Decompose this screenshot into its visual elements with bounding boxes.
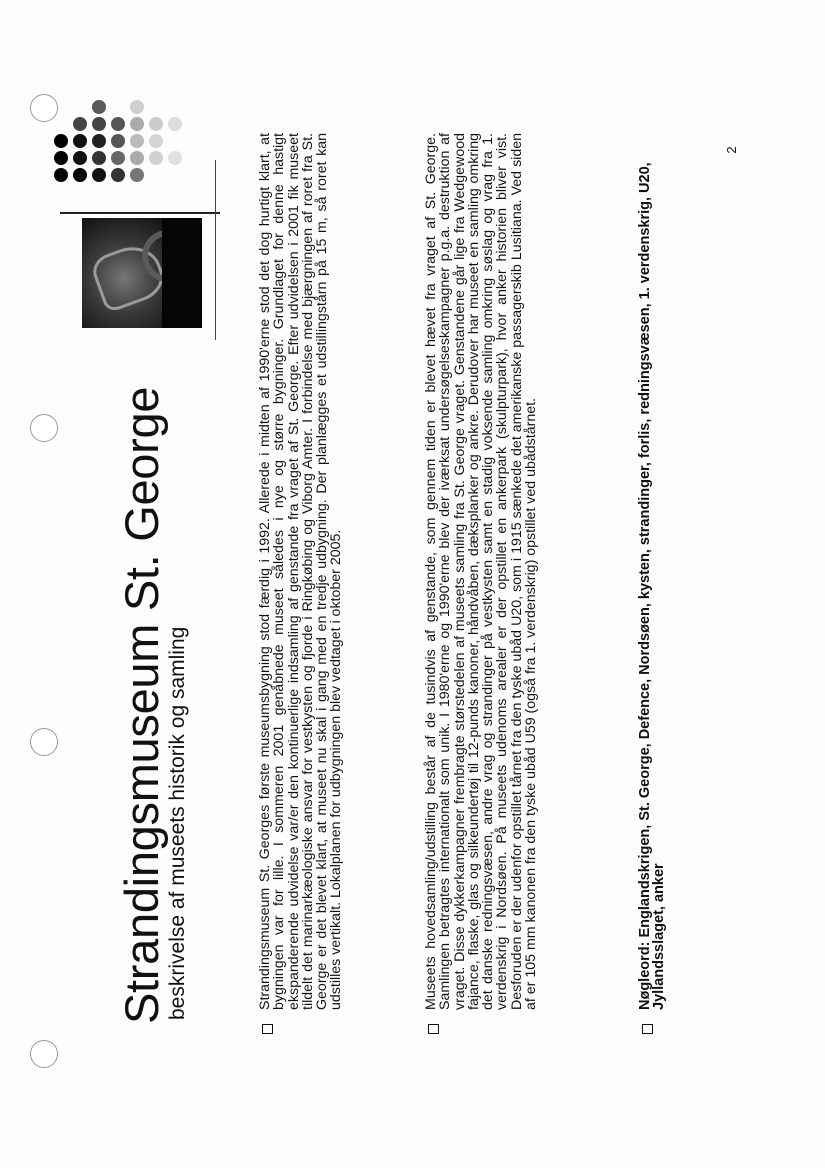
bullet-keywords [638,133,667,1028]
bullet-collection [424,133,538,1028]
page-number: 2 [724,146,739,154]
slide-subtitle: beskrivelse af museets historik og samling [166,626,189,1020]
bullet-text: Strandingsmuseum St. Georges første museumsbygning stod færdig i 1992. Allerede i midten af 1990'erne stod det dog hurtigt klart, at bygningen var for lille. I sommeren 2001 genåbnede museet således i nye og større bygninger. Grundlaget for denne hastigt ekspanderende udvidelse var/er den kontinuerlige indsamling af genstande fra vraget af St. George. Efter udvidelsen i 2001 fik museet tildelt det marinarkæologiske ansvar for vestkysten og fjorde i Ringkøbing og Viborg Amter. I forbindelse med bjærgningen af roret fra St. George er det blevet klart, at museet nu skal i gang med en tredje udbygning. Der planlægges et udstillingstårn på 15 m, så roret kan udstilles vertikalt. Lokalplanen for udbygningen blev vedtaget i oktober 2005. [257,133,345,1010]
square-bullet-icon [262,1024,273,1034]
square-bullet-icon [428,1024,439,1034]
bullet-history [258,133,344,1028]
bullet-text: Museets hovedsamling/udstilling består af de tusindvis af genstande, som gennem tiden er blevet hævet fra vraget af St. George. Samlingen betragtes internationalt som unik. I 1980'erne og 1990'erne blev der iværksat undersøgelseskampagner p.g.a. destruktion af vraget. Disse dykkerkampagner frembragte størstedelen af museets samling fra St. George vraget. Genstandene går lige fra Wedgewood fajance, flaske, glas og silkeundertøj til 12-punds kanoner, håndvåben, dæksplanker og ankre. Derudover har museet en samling omkring det danske redningsvæsen, andre vrag og strandinger på vestkysten samt en stadig voksende samling omkring søslag og vrag fra 1. verdenskrig i Nordsøen. På museets udenoms arealer er der opstillet en ankerpark (skulpturpark), hvor anker historien bliver vist. Desforuden er der udenfor opstillet tårnet fra den tyske ubåd U20, som i 1915 sænkede det amerikanske passagerskib Lusitiana. Ved siden af er 105 mm kanonen fra den tyske ubåd U59 (også fra 1. verdenskrig) opstillet ved ubådstårnet. [423,133,540,1010]
slide-title: Strandingsmuseum St. George [115,386,168,1024]
square-bullet-icon [642,1024,653,1034]
bullet-text: Nøgleord: Englandskrigen, St. George, Defence, Nordsøen, kysten, strandinger, forlis, redningsvæsen, 1. verdenskrig, U20, Jyllandsslaget, anker [637,162,668,1010]
